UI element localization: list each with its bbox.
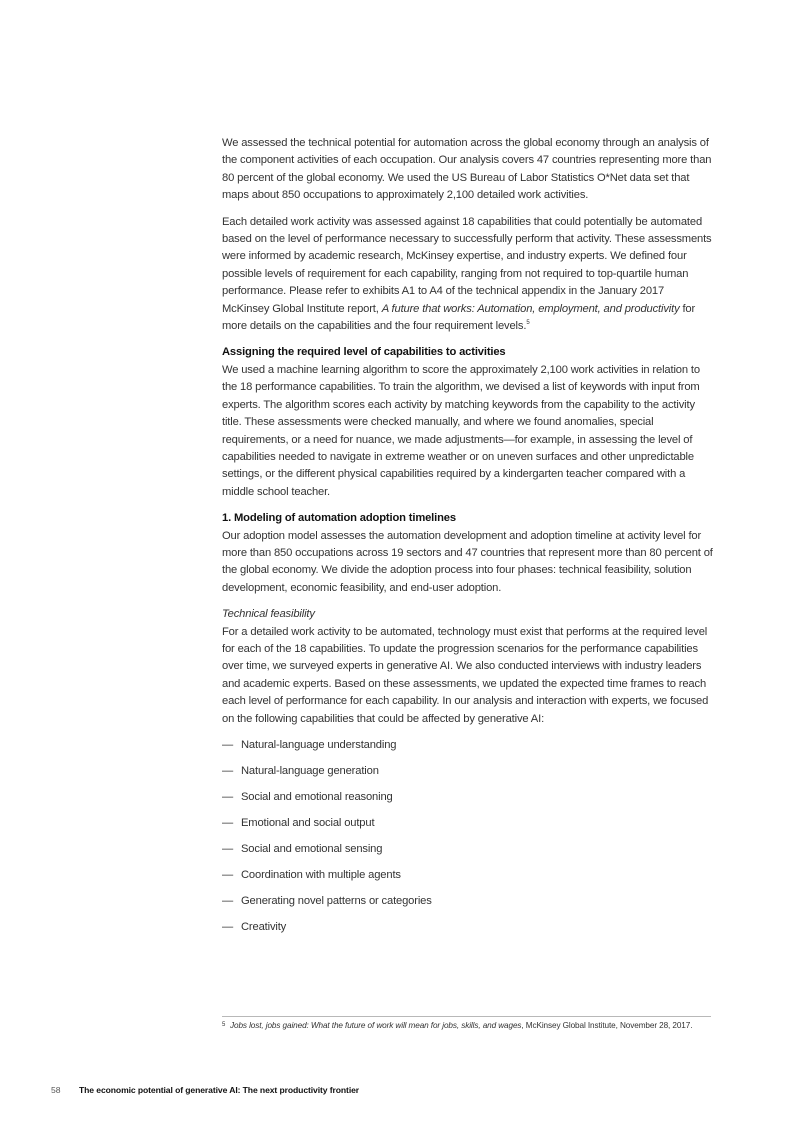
- section-body: For a detailed work activity to be automated, technology must exist that performs at the required level for each of the 18 capabilities. To update the progression scenarios for the performance capabilities over time, we surveyed experts in generative AI. We also conducted interviews with industry leaders and academic experts. Based on these assessments, we updated the expected time frames to reach each level of performance for each capability. In our analysis and interaction with experts, we focused on the following capabilities that could be affected by generative AI:: [222, 625, 709, 725]
- footnote-text: [230, 1020, 711, 1032]
- footnotes: [222, 1016, 711, 1032]
- footnote-reference[interactable]: 5: [526, 320, 530, 327]
- dash-bullet-icon: —: [222, 817, 234, 829]
- list-item-label: Social and emotional reasoning: [241, 791, 393, 803]
- section-adoption-timelines: [222, 510, 714, 597]
- paragraph-intro: We assessed the technical potential for automation across the global economy through an analysis of the component activities of each occupation. Our analysis covers 47 countries representing more than 80 percent of the global economy. We used the US Bureau of Labor Statistics O*Net data set that maps about 850 occupations to approximately 2,100 detailed work activities.: [222, 137, 712, 202]
- main-text-column: [222, 135, 714, 945]
- paragraph-text-after: for more details on the capabilities and the four requirement levels.: [222, 302, 696, 333]
- list-item: [222, 867, 714, 893]
- paragraph-capabilities-assessment: [222, 214, 714, 336]
- section-heading: 1. Modeling of automation adoption timelines: [222, 512, 456, 525]
- list-item-label: Social and emotional sensing: [241, 843, 383, 855]
- paragraph-text-before: Each detailed work activity was assessed against 18 capabilities that could potentially be automated based on the level of performance necessary to successfully perform that activity. These assessments were informed by academic research, McKinsey expertise, and industry experts. We defined four possible levels of requirement for each capability, ranging from not required to top-quartile human performance. Please refer to exhibits A1 to A4 of the technical appendix in the January 2017 McKinsey Global Institute report,: [222, 215, 712, 315]
- section-body: We used a machine learning algorithm to score the approximately 2,100 work activities in relation to the 18 performance capabilities. To train the algorithm, we devised a list of keywords with input from experts. The algorithm scores each activity by matching keywords from the capability to the activity title. These assessments were checked manually, and where we found anomalies, special requirements, or a need for nuance, we made adjustments—for example, in assessing the level of capabilities needed to navigate in extreme weather or on uneven surfaces and other unpredictable settings, or the different physical capabilities required by a kindergarten teacher compared with a middle school teacher.: [222, 363, 700, 498]
- section-body: Our adoption model assesses the automation development and adoption timeline at activity level for more than 850 occupations across 19 sectors and 47 countries that represent more than 80 percent of the global economy. We divide the adoption process into four phases: technical feasibility, solution development, economic feasibility, and end-user adoption.: [222, 529, 713, 594]
- dash-bullet-icon: —: [222, 739, 234, 751]
- running-title: The economic potential of generative AI: The next productivity frontier: [79, 1085, 360, 1095]
- section-assigning-capabilities: [222, 344, 714, 501]
- dash-bullet-icon: —: [222, 765, 234, 777]
- dash-bullet-icon: —: [222, 895, 234, 907]
- list-item: [222, 919, 714, 945]
- list-item: [222, 763, 714, 789]
- list-item-label: Generating novel patterns or categories: [241, 895, 432, 907]
- dash-bullet-icon: —: [222, 791, 234, 803]
- list-item-label: Coordination with multiple agents: [241, 869, 401, 881]
- capabilities-list: [222, 737, 714, 945]
- report-title-italic: A future that works: Automation, employment, and productivity: [381, 302, 680, 315]
- list-item: [222, 789, 714, 815]
- section-technical-feasibility: [222, 606, 714, 728]
- dash-bullet-icon: —: [222, 921, 234, 933]
- page-number: 58: [51, 1085, 61, 1095]
- section-subheading: Technical feasibility: [222, 608, 315, 621]
- footnote-citation: , McKinsey Global Institute, November 28, 2017.: [521, 1021, 693, 1030]
- footnote: [222, 1020, 711, 1032]
- list-item-label: Emotional and social output: [241, 817, 375, 829]
- footnote-number: 5: [222, 1022, 226, 1028]
- list-item-label: Natural-language generation: [241, 765, 379, 777]
- list-item-label: Creativity: [241, 921, 287, 933]
- list-item: [222, 815, 714, 841]
- footnote-title-italic: Jobs lost, jobs gained: What the future of work will mean for jobs, skills, and wages: [230, 1021, 522, 1030]
- page-footer: [51, 1084, 359, 1096]
- section-heading: Assigning the required level of capabilities to activities: [222, 346, 506, 359]
- list-item-label: Natural-language understanding: [241, 739, 397, 751]
- dash-bullet-icon: —: [222, 869, 234, 881]
- list-item: [222, 737, 714, 763]
- list-item: [222, 841, 714, 867]
- dash-bullet-icon: —: [222, 843, 234, 855]
- list-item: [222, 893, 714, 919]
